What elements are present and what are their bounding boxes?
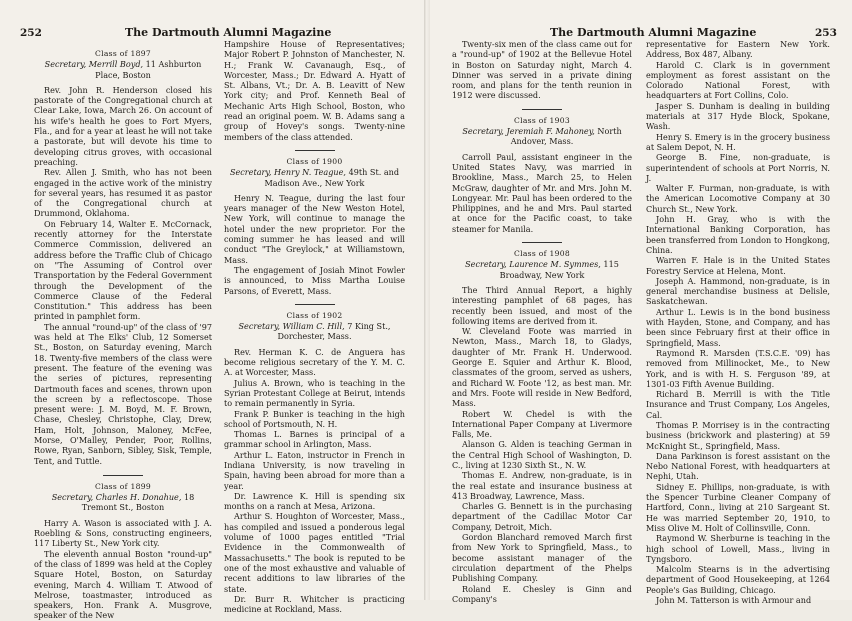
paragraph: Twenty-six men of the class came out for a "round-up" of 1902 at the Bellevue Hotel in Boston on Saturday night, March 4. Dinner was served in a private dining room, and plans for the tenth reunion in 1912 were discussed.: [452, 39, 632, 101]
paragraph: Jasper S. Dunham is dealing in building materials at 317 Hyde Block, Spokane, Wash.: [646, 100, 830, 132]
paragraph: Dana Parkinson is forest assistant on the Nebo National Forest, with headquarters at Nephi, Utah.: [646, 450, 830, 482]
paragraph: Dr. Lawrence K. Hill is spending six months on a ranch at Mesa, Arizona.: [224, 490, 405, 512]
class-heading: Class of 1900: [286, 156, 343, 166]
class-heading: Class of 1897: [95, 49, 151, 58]
left-column-1: [34, 49, 212, 621]
paragraph: Warren F. Hale is in the United States Forestry Service at Helena, Mont.: [646, 255, 830, 276]
paragraph: The engagement of Josiah Minot Fowler is announced, to Miss Martha Louise Parsons, of Everett, Mass.: [224, 264, 405, 296]
paragraph: Rev. Herman K. C. de Anguera has become religious secretary of the Y. M. C. A. at Worcester, Mass.: [224, 346, 405, 378]
paragraph: Sidney E. Phillips, non-graduate, is with the Spencer Turbine Cleaner Company of Hartford, Conn., living at 210 Sargeant St. He was married September 20, 1910, to Miss Olive M. Holt of Collinsville, Conn.: [646, 481, 830, 533]
paragraph: Arthur S. Houghton of Worcester, Mass., has compiled and issued a ponderous legal volume of 1000 pages entitled "Trial Evidence in the Commonwealth of Massachusetts." The book is reputed to be one of the most exhaustive and valuable of recent additions to law libraries of the state.: [224, 511, 405, 594]
paragraph: Julius A. Brown, who is teaching in the Syrian Protestant College at Beirut, intends to remain permanently in Syria.: [224, 377, 405, 409]
right-page: [430, 0, 852, 606]
paragraph: Dr. Burr R. Whitcher is practicing medicine at Rockland, Mass.: [224, 593, 405, 615]
paragraph: On February 14, Walter E. McCornack, recently attorney for the Interstate Commerce Commission, delivered an address before the Traffic Club of Chicago on "The Assuming of Control over Transportation by the Federal Government through the Development of the Commerce Clause of the Federal Constitution." This address has been printed in pamphlet form.: [34, 218, 212, 322]
class-heading: Class of 1899: [95, 481, 151, 491]
paragraph: Raymond R. Marsden (T.S.C.E. '09) has removed from Millinocket, Me., to New York, and is with H. S. Ferguson '89, at 1301-03 Fifth Avenue Building.: [646, 347, 830, 389]
paragraph: Robert W. Chedel is with the International Paper Company at Livermore Falls, Me.: [452, 408, 632, 440]
paragraph: Carroll Paul, assistant engineer in the United States Navy, was married in Brookline, Mass., March 25, to Helen McGraw, daughter of Mr. and Mrs. John M. Longyear. Mr. Paul has been ordered to the Philippines, and he and Mrs. Paul started at once for the Pacific coast, to take steamer for Manila.: [452, 151, 632, 234]
secretary-line: Secretary, Henry N. Teague, 49th St. and Madison Ave., New York: [229, 167, 400, 188]
paragraph: Richard B. Merrill is with the Title Insurance and Trust Company, Los Angeles, Cal.: [646, 389, 830, 420]
paragraph: Henry N. Teague, during the last four years manager of the New Weston Hotel, New York, will continue to manage the hotel under the new proprietor. For the coming summer he has leased and will conduct "The Greylock," at Williamstown, Mass.: [224, 192, 405, 265]
paragraph: Raymond W. Sherburne is teaching in the high school of Lowell, Mass., living in Tyngsboro.: [646, 533, 830, 564]
running-header: The Dartmouth Alumni Magazine: [550, 26, 757, 39]
paragraph: George B. Fine, non-graduate, is superintendent of schools at Port Norris, N. J.: [646, 152, 830, 183]
paragraph: Arthur L. Eaton, instructor in French in Indiana University, is now traveling in Spain, having been abroad for more than a year.: [224, 449, 405, 491]
paragraph: Charles G. Bennett is in the purchasing department of the Cadillac Motor Car Company, Detroit, Mich.: [452, 501, 632, 532]
page-number: 252: [20, 27, 42, 39]
paragraph: Rev. John R. Henderson closed his pastorate of the Congregational church at Clear Lake, Iowa, March 26. On account of his wife's health he goes to Fort Myers, Fla., and for a year at least he will not take a pastorate, but will devote his time to developing citrus groves, with occasional preaching.: [34, 84, 212, 167]
paragraph: Joseph A. Hammond, non-graduate, is in general merchandise business at Delisle, Saskatchewan.: [646, 275, 830, 307]
paragraph: The Third Annual Report, a highly interesting pamphlet of 68 pages, has recently been issued, and most of the following items are derived from it.: [452, 284, 632, 326]
right-column-1: [452, 39, 632, 604]
paragraph: Hampshire House of Representatives; Major Robert P. Johnston of Manchester, N. H.; Frank W. Cavanaugh, Esq., of Worcester, Mass.; Dr. Edward A. Hyatt of St. Albans, Vt.; Dr. A. B. Leavitt of New York city; and Prof. Kenneth Beal of Mechanic Arts High School, Boston, who read an original poem. W. B. Adams sang a group of Hovey's songs. Twenty-nine members of the class attended.: [224, 39, 405, 142]
paragraph: Henry S. Emery is in the grocery business at Salem Depot, N. H.: [646, 131, 830, 152]
class-heading: Class of 1903: [514, 115, 570, 125]
paragraph: Harold C. Clark is in government employment as forest assistant on the Colorado National Forest, with headquarters at Fort Collins, Colo.: [646, 59, 830, 101]
paragraph: representative for Eastern New York. Address, Box 487, Albany.: [646, 39, 830, 60]
paragraph: John M. Tatterson is with Armour and: [656, 595, 812, 606]
paragraph: The annual "round-up" of the class of '97 was held at The Elks' Club, 12 Somerset St., Boston, on Saturday evening, March 18. Twenty-five members of the class were present. The feature of the evening was the series of pictures, representing Dartmouth faces and scenes, thrown upon the screen by a reflectoscope. Those present were: J. M. Boyd, M. F. Brown, Chase, Chesley, Christophe, Clay, Drew, Ham, Holt, Johnson, Maloney, McFee, Morse, O'Malley, Pender, Poor, Rollins, Rowe, Ryan, Sanborn, Sibley, Sisk, Temple, Tent, and Tuttle.: [34, 321, 212, 466]
paragraph: Thomas P. Morrisey is in the contracting business (brickwork and plastering) at 59 McKnight St., Springfield, Mass.: [646, 419, 830, 451]
page-number: 253: [815, 27, 837, 39]
secretary-line: Secretary, William C. Hill, 7 King St., Dorchester, Mass.: [238, 321, 391, 342]
paragraph: Roland E. Chesley is Ginn and Company's: [452, 583, 632, 604]
paragraph: Rev. Allen J. Smith, who has not been engaged in the active work of the ministry for several years, has resumed it as pastor of the Congregational church at Drummond, Oklahoma.: [34, 167, 212, 219]
paragraph: Harry A. Wason is associated with J. A. Roebling & Sons, constructing engineers, 117 Liberty St., New York city.: [34, 517, 212, 549]
class-heading: Class of 1908: [514, 249, 570, 259]
paragraph: W. Cleveland Foote was married in Newton, Mass., March 18, to Gladys, daughter of Mr. Frank H. Underwood. George E. Squier and Arthur K. Blood, classmates of the groom, served as ushers, and Richard W. Foote '12, as best man. Mr. and Mrs. Foote will reside in New Bedford, Mass.: [452, 326, 632, 409]
paragraph: Gordon Blanchard removed March first from New York to Springfield, Mass., to become assistant manager of the circulation department of the Phelps Publishing Company.: [452, 532, 632, 584]
paragraph: Frank P. Bunker is teaching in the high school of Portsmouth, N. H.: [224, 408, 405, 429]
paragraph: Thomas E. Andrew, non-graduate, is in the real estate and insurance business at 413 Broadway, Lawrence, Mass.: [452, 470, 632, 501]
paragraph: Arthur L. Lewis is in the bond business with Hayden, Stone, and Company, and has been since February first at their office in Springfield, Mass.: [646, 306, 830, 348]
secretary-line: Secretary, Jeremiah F. Mahoney, North Andover, Mass.: [462, 126, 622, 147]
paragraph: Walter F. Furman, non-graduate, is with the American Locomotive Company at 30 Church St., New York.: [646, 183, 830, 214]
secretary-line: Secretary, Laurence M. Symmes, 115 Broadway, New York: [465, 259, 619, 280]
secretary-line: Secretary, Charles H. Donahue, 18 Tremont St., Boston: [51, 492, 195, 513]
class-heading: Class of 1902: [286, 310, 343, 320]
paragraph: Alanson G. Alden is teaching German in the Central High School of Washington, D. C., living at 1230 Sixth St., N. W.: [452, 439, 632, 470]
paragraph: Malcolm Stearns is in the advertising department of Good Housekeeping, at 1264 People's Gas Building, Chicago.: [646, 564, 830, 595]
secretary-line: Secretary, Merrill Boyd, 11 Ashburton Place, Boston: [44, 59, 202, 80]
left-page: [0, 0, 424, 621]
paragraph: John H. Gray, who is with the International Banking Corporation, has been transferred from London to Hongkong, China.: [646, 214, 830, 255]
paragraph: The eleventh annual Boston "round-up" of the class of 1899 was held at the Copley Square Hotel, Boston, on Saturday evening, March 4. William T. Atwood of Melrose, toastmaster, introduced as speakers, Hon. Frank A. Musgrove, speaker of the New: [34, 548, 212, 621]
left-column-2: [224, 39, 405, 614]
paragraph: Thomas L. Barnes is principal of a grammar school in Arlington, Mass.: [224, 429, 405, 450]
right-column-2: [646, 39, 830, 605]
running-header: The Dartmouth Alumni Magazine: [125, 26, 332, 39]
